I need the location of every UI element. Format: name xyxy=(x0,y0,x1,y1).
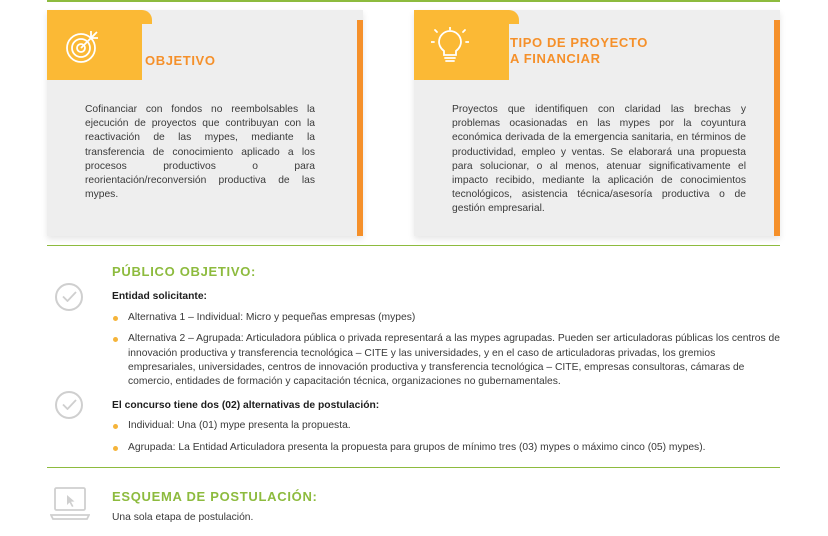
bullet-icon xyxy=(113,446,118,451)
objetivo-text: Cofinanciar con fondos no reembolsables la ejecución de proyectos que contribuyan con la reactivación de las mypes, mediante la transferencia de conocimiento aplicado a los procesos productivos o para reorientación/reconversión productiva de las mypes. xyxy=(85,104,315,201)
tipo-proyecto-title xyxy=(510,35,730,67)
entidad-heading: Entidad solicitante: xyxy=(112,291,207,302)
laptop-cursor-icon xyxy=(50,486,90,522)
title-line-2: A FINANCIAR xyxy=(510,51,601,66)
tipo-proyecto-card xyxy=(414,10,780,236)
top-divider xyxy=(47,0,780,2)
concurso-heading: El concurso tiene dos (02) alternativas de postulación: xyxy=(112,400,380,411)
title-line-1: TIPO DE PROYECTO xyxy=(510,35,648,50)
bullet-icon xyxy=(113,337,118,342)
card-accent-bar xyxy=(774,20,780,236)
tipo-proyecto-text: Proyectos que identifiquen con claridad las brechas y problemas ocasionadas en las mypes por la coyuntura económica derivada de la emergencia sanitaria, en términos de productividad, empleo y ventas. Se elaborará una propuesta para solucionar, o al menos, atenuar significativamente el impacto recibido, mediante la aplicación de conocimientos tecnológicos, asistencia técnica/asesoría productiva o de gestión empresarial. xyxy=(452,104,746,215)
esquema-title: ESQUEMA DE POSTULACIÓN: xyxy=(112,489,318,504)
objetivo-card xyxy=(47,10,363,236)
objetivo-title: OBJETIVO xyxy=(145,53,216,68)
postulacion-list xyxy=(112,419,780,456)
list-item: Alternativa 2 – Agrupada: Articuladora pública o privada representará a las mypes agrupadas. Pueden ser articuladoras públicas los centros de innovación productiva y transferencia tecnológica – CITE y las universidades, y en el caso de articuladoras privadas, los gremios empresariales, universidades, centros de innovación productiva y transferencia tecnológica – CITE, empresas consultoras, cámaras de comercio, entidades de formación y capacitación técnica, organizaciones no gubernamentales. xyxy=(112,332,780,389)
list-item: Agrupada: La Entidad Articuladora presenta la propuesta para grupos de mínimo tres (03) mypes o máximo cinco (05) mypes). xyxy=(112,441,780,455)
section-divider xyxy=(47,467,780,468)
section-divider xyxy=(47,245,780,246)
icon-tab xyxy=(414,10,509,80)
target-icon xyxy=(64,27,102,65)
bullet-icon xyxy=(113,316,118,321)
alternativas-list xyxy=(112,311,780,389)
icon-tab xyxy=(47,10,142,80)
list-item: Individual: Una (01) mype presenta la propuesta. xyxy=(112,419,780,433)
list-item: Alternativa 1 – Individual: Micro y pequeñas empresas (mypes) xyxy=(112,311,780,325)
check-circle-icon xyxy=(55,391,83,419)
bullet-icon xyxy=(113,424,118,429)
card-accent-bar xyxy=(357,20,363,236)
publico-objetivo-title: PÚBLICO OBJETIVO: xyxy=(112,264,257,279)
esquema-text: Una sola etapa de postulación. xyxy=(112,512,254,523)
lightbulb-icon xyxy=(431,27,469,65)
check-circle-icon xyxy=(55,283,83,311)
